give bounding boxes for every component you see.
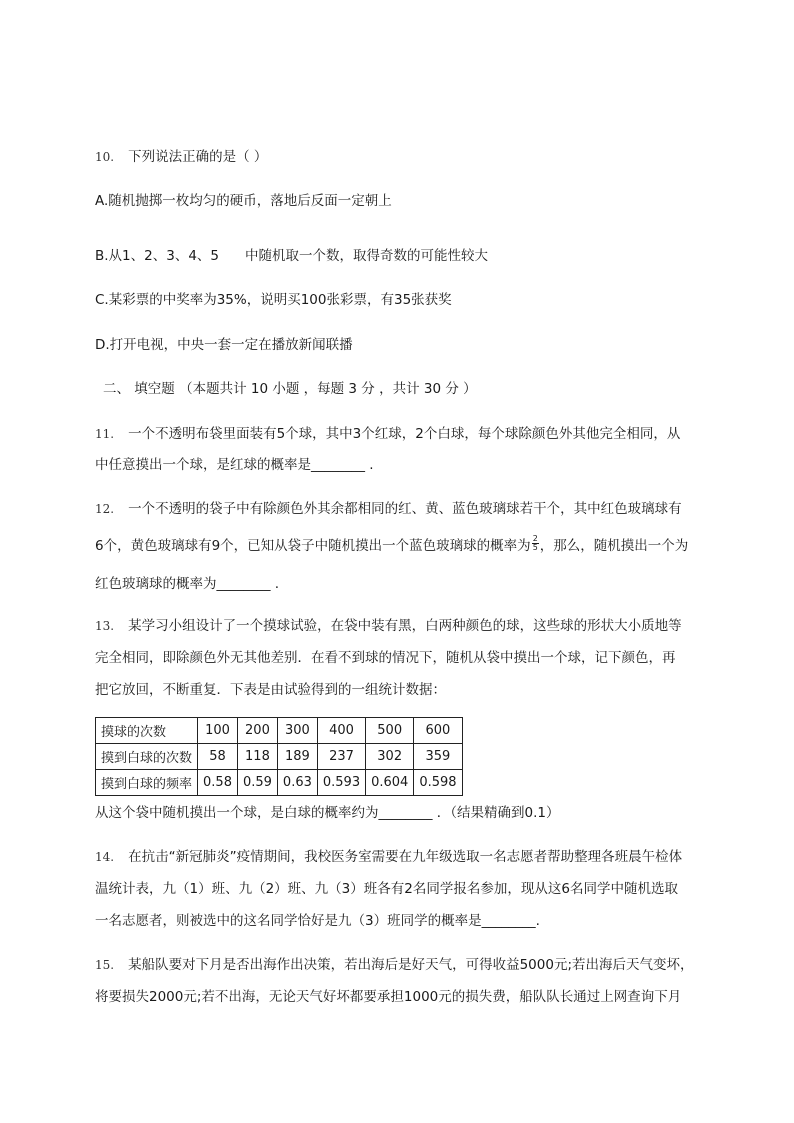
question-text: 一个不透明布袋里面装有5个球，其中3个红球，2个白球，每个球除颜色外其他完全相同，从 bbox=[128, 426, 681, 442]
statistics-table bbox=[95, 717, 463, 796]
option-a: A.随机抛掷一枚均匀的硬币，落地后反面一定朝上 bbox=[95, 193, 392, 209]
table-cell: 0.63 bbox=[277, 770, 317, 796]
question-14-line-2: 温统计表，九（1）班、九（2）班、九（3）班各有2名同学报名参加，现从这6名同学中随机选取 bbox=[95, 881, 678, 897]
table-cell: 58 bbox=[198, 744, 238, 770]
question-text: 下列说法正确的是（ ） bbox=[128, 149, 268, 165]
question-number: 14. bbox=[95, 850, 115, 864]
question-13-after-table: 从这个袋中随机摸出一个球，是白球的概率约为________ ．（结果精确到0.1） bbox=[95, 805, 560, 821]
table-cell: 302 bbox=[366, 744, 414, 770]
question-number: 11. bbox=[95, 427, 115, 441]
question-number: 12. bbox=[95, 502, 115, 516]
table-cell: 600 bbox=[414, 718, 462, 744]
question-number: 13. bbox=[95, 619, 115, 633]
option-d: D.打开电视，中央一套一定在播放新闻联播 bbox=[95, 337, 353, 353]
option-b-suffix: 中随机取一个数，取得奇数的可能性较大 bbox=[245, 248, 488, 264]
question-13-line-2: 完全相同，即除颜色外无其他差别．在看不到球的情况下，随机从袋中摸出一个球，记下颜色，再 bbox=[95, 650, 676, 666]
question-text: ，那么，随机摸出一个为 bbox=[539, 538, 689, 554]
table-row bbox=[96, 770, 463, 796]
table-row-header: 摸球的次数 bbox=[96, 718, 198, 744]
table-row bbox=[96, 744, 463, 770]
question-text: 6个，黄色玻璃球有9个，已知从袋子中随机摸出一个蓝色玻璃球的概率为 bbox=[95, 538, 531, 554]
table-cell: 189 bbox=[277, 744, 317, 770]
table-cell: 100 bbox=[198, 718, 238, 744]
option-c: C.某彩票的中奖率为35%，说明买100张彩票，有35张获奖 bbox=[95, 292, 452, 308]
question-14-line-1 bbox=[95, 848, 682, 866]
fraction-numerator: 2 bbox=[532, 533, 538, 543]
question-11-line-2: 中任意摸出一个球，是红球的概率是________ . bbox=[95, 457, 374, 473]
question-13-line-1 bbox=[95, 617, 682, 635]
table-cell: 0.593 bbox=[317, 770, 365, 796]
question-text: 在抗击“新冠肺炎”疫情期间，我校医务室需要在九年级选取一名志愿者帮助整理各班晨午检体 bbox=[128, 849, 683, 865]
table-cell: 0.598 bbox=[414, 770, 462, 796]
table-cell: 500 bbox=[366, 718, 414, 744]
table-cell: 237 bbox=[317, 744, 365, 770]
option-b-prefix: B.从1、2、3、4、5 bbox=[95, 248, 219, 264]
question-text: 一个不透明的袋子中有除颜色外其余都相同的红、黄、蓝色玻璃球若干个，其中红色玻璃球有 bbox=[128, 501, 682, 517]
table-cell: 300 bbox=[277, 718, 317, 744]
table-row bbox=[96, 718, 463, 744]
question-12-line-3: 红色玻璃球的概率为________ . bbox=[95, 576, 280, 592]
question-11-line-1 bbox=[95, 425, 680, 443]
question-text: 某船队要对下月是否出海作出决策，若出海后是好天气，可得收益5000元;若出海后天气变坏， bbox=[128, 957, 694, 973]
table-cell: 200 bbox=[237, 718, 277, 744]
question-14-line-3: 一名志愿者，则被选中的这名同学恰好是九（3）班同学的概率是________. bbox=[95, 913, 540, 929]
table-cell: 400 bbox=[317, 718, 365, 744]
fraction-denominator: 5 bbox=[532, 542, 538, 552]
question-text: 某学习小组设计了一个摸球试验，在袋中装有黑，白两种颜色的球，这些球的形状大小质地等 bbox=[128, 618, 682, 634]
table-cell: 0.604 bbox=[366, 770, 414, 796]
question-12-line-2 bbox=[95, 533, 689, 555]
table-cell: 359 bbox=[414, 744, 462, 770]
table-cell: 0.59 bbox=[237, 770, 277, 796]
question-15-line-1 bbox=[95, 956, 694, 974]
table-cell: 0.58 bbox=[198, 770, 238, 796]
question-13-line-3: 把它放回，不断重复．下表是由试验得到的一组统计数据： bbox=[95, 682, 446, 698]
question-15-line-2: 将要损失2000元;若不出海，无论天气好坏都要承担1000元的损失费，船队队长通过上网查询下月 bbox=[95, 989, 682, 1005]
question-10-stem bbox=[95, 148, 267, 166]
question-12-line-1 bbox=[95, 500, 682, 518]
table-cell: 118 bbox=[237, 744, 277, 770]
option-b bbox=[95, 247, 488, 265]
question-number: 15. bbox=[95, 958, 115, 972]
table-row-header: 摸到白球的次数 bbox=[96, 744, 198, 770]
table-row-header: 摸到白球的频率 bbox=[96, 770, 198, 796]
fraction bbox=[532, 535, 539, 552]
question-number: 10. bbox=[95, 150, 115, 164]
section-heading: 二、 填空题 （本题共计 10 小题 ，每题 3 分 ，共计 30 分 ） bbox=[103, 381, 477, 397]
